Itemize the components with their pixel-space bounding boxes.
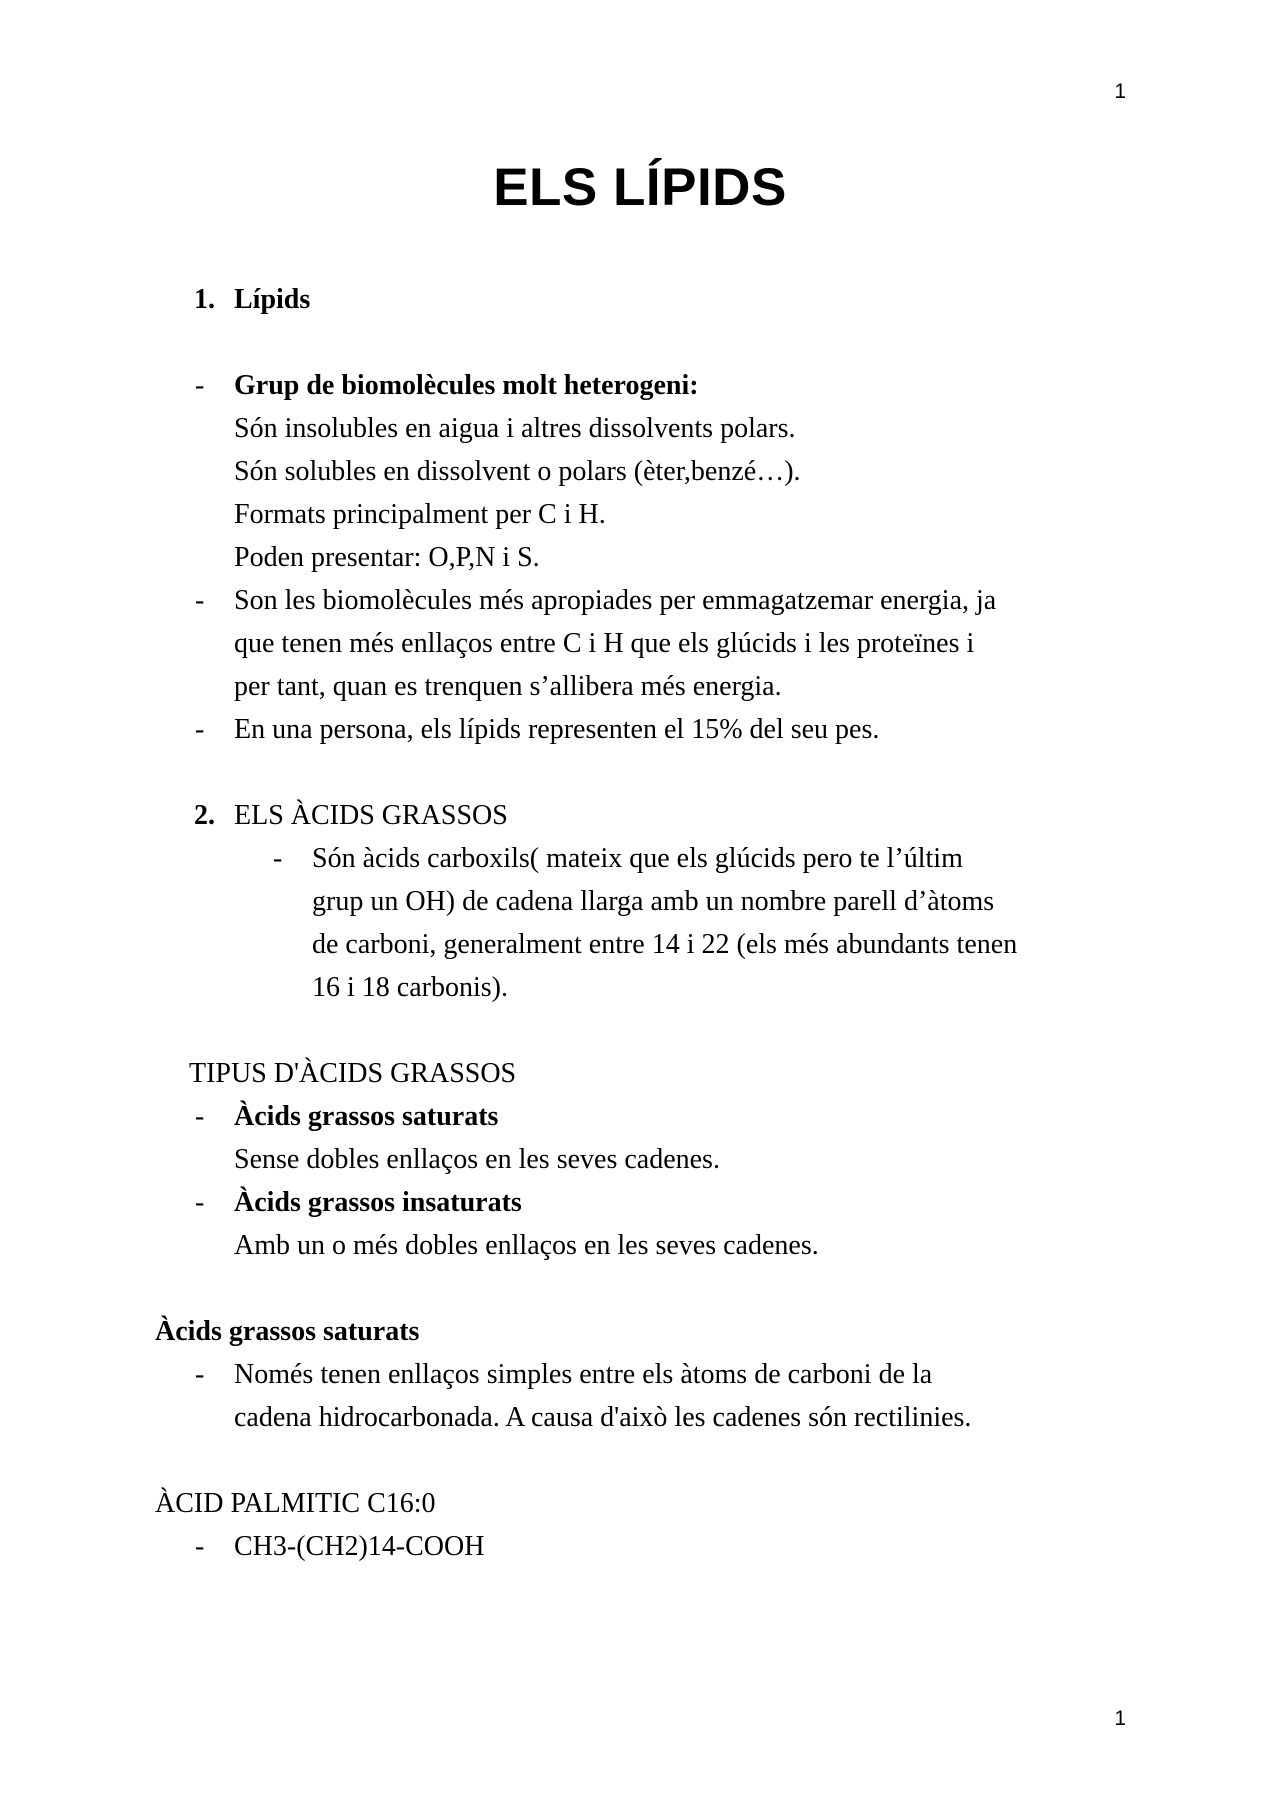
list-item xyxy=(0,1353,1280,1396)
list-item-line xyxy=(0,1138,1280,1181)
list-item-line xyxy=(0,493,1280,536)
fatty-acid-line: de carboni, generalment entre 14 i 22 (els més abundants tenen xyxy=(312,929,1018,960)
list-item-line xyxy=(0,407,1280,450)
section-heading-text: ELS ÀCIDS GRASSOS xyxy=(234,800,508,831)
fatty-acid-line: grup un OH) de cadena llarga amb un nombre parell d’àtoms xyxy=(312,886,995,917)
list-item-line xyxy=(0,923,1280,966)
palmitic-formula: CH3-(CH2)14-COOH xyxy=(234,1531,485,1562)
weight-line: En una persona, els lípids representen el 15% del seu pes. xyxy=(234,714,880,745)
list-item xyxy=(0,708,1280,751)
fatty-acid-line: 16 i 18 carbonis). xyxy=(312,972,508,1003)
palmitic-heading-text: ÀCID PALMITIC C16:0 xyxy=(155,1488,436,1519)
group-line: Són solubles en dissolvent o polars (èter,benzé…). xyxy=(234,456,801,487)
list-item-line xyxy=(0,1224,1280,1267)
document-body xyxy=(0,278,1280,1568)
bullet-dash: - xyxy=(195,1187,205,1218)
unsaturated-label: Àcids grassos insaturats xyxy=(234,1187,522,1218)
energy-line: que tenen més enllaços entre C i H que els glúcids i les proteïnes i xyxy=(234,628,975,659)
list-item xyxy=(0,1181,1280,1224)
fatty-acid-line: Són àcids carboxils( mateix que els glúcids pero te l’últim xyxy=(312,843,963,874)
group-line: Formats principalment per C i H. xyxy=(234,499,606,530)
section-2-heading xyxy=(0,794,1280,837)
saturated-line: Només tenen enllaços simples entre els àtoms de carboni de la xyxy=(234,1359,933,1390)
list-item xyxy=(0,579,1280,622)
group-line: Són insolubles en aigua i altres dissolvents polars. xyxy=(234,413,796,444)
bullet-dash: - xyxy=(195,714,205,745)
list-item-line xyxy=(0,450,1280,493)
bullet-dash: - xyxy=(195,1531,205,1562)
saturated-line: cadena hidrocarbonada. A causa d'això les cadenes són rectilinies. xyxy=(234,1402,972,1433)
bullet-dash: - xyxy=(195,1359,205,1390)
list-item xyxy=(0,364,1280,407)
list-item-line xyxy=(0,665,1280,708)
energy-line: per tant, quan es trenquen s’allibera més energia. xyxy=(234,671,782,702)
section-number: 2. xyxy=(194,800,215,831)
saturated-heading xyxy=(0,1310,1280,1353)
list-item xyxy=(0,1095,1280,1138)
saturated-heading-text: Àcids grassos saturats xyxy=(155,1316,420,1347)
section-heading-text: Lípids xyxy=(234,284,311,315)
types-heading xyxy=(0,1052,1280,1095)
energy-line: Son les biomolècules més apropiades per emmagatzemar energia, ja xyxy=(234,585,997,616)
page-number-bottom: 1 xyxy=(1114,1707,1126,1730)
page-number-top: 1 xyxy=(1114,80,1126,103)
types-heading-text: TIPUS D'ÀCIDS GRASSOS xyxy=(189,1058,517,1089)
bullet-dash: - xyxy=(195,1101,205,1132)
list-item xyxy=(0,837,1280,880)
bullet-dash: - xyxy=(195,370,205,401)
saturated-desc: Sense dobles enllaços en les seves cadenes. xyxy=(234,1144,720,1175)
list-item-line xyxy=(0,966,1280,1009)
saturated-label: Àcids grassos saturats xyxy=(234,1101,499,1132)
list-item-line xyxy=(0,622,1280,665)
unsaturated-desc: Amb un o més dobles enllaços en les seves cadenes. xyxy=(234,1230,819,1261)
list-item-line xyxy=(0,536,1280,579)
list-item xyxy=(0,1525,1280,1568)
list-item-line xyxy=(0,880,1280,923)
group-line: Poden presentar: O,P,N i S. xyxy=(234,542,540,573)
palmitic-heading xyxy=(0,1482,1280,1525)
section-1-heading xyxy=(0,278,1280,321)
section-number: 1. xyxy=(194,284,215,315)
bullet-dash: - xyxy=(273,843,283,874)
group-heading: Grup de biomolècules molt heterogeni: xyxy=(234,370,699,401)
bullet-dash: - xyxy=(195,585,205,616)
document-title: ELS LÍPIDS xyxy=(493,158,787,217)
list-item-line xyxy=(0,1396,1280,1439)
